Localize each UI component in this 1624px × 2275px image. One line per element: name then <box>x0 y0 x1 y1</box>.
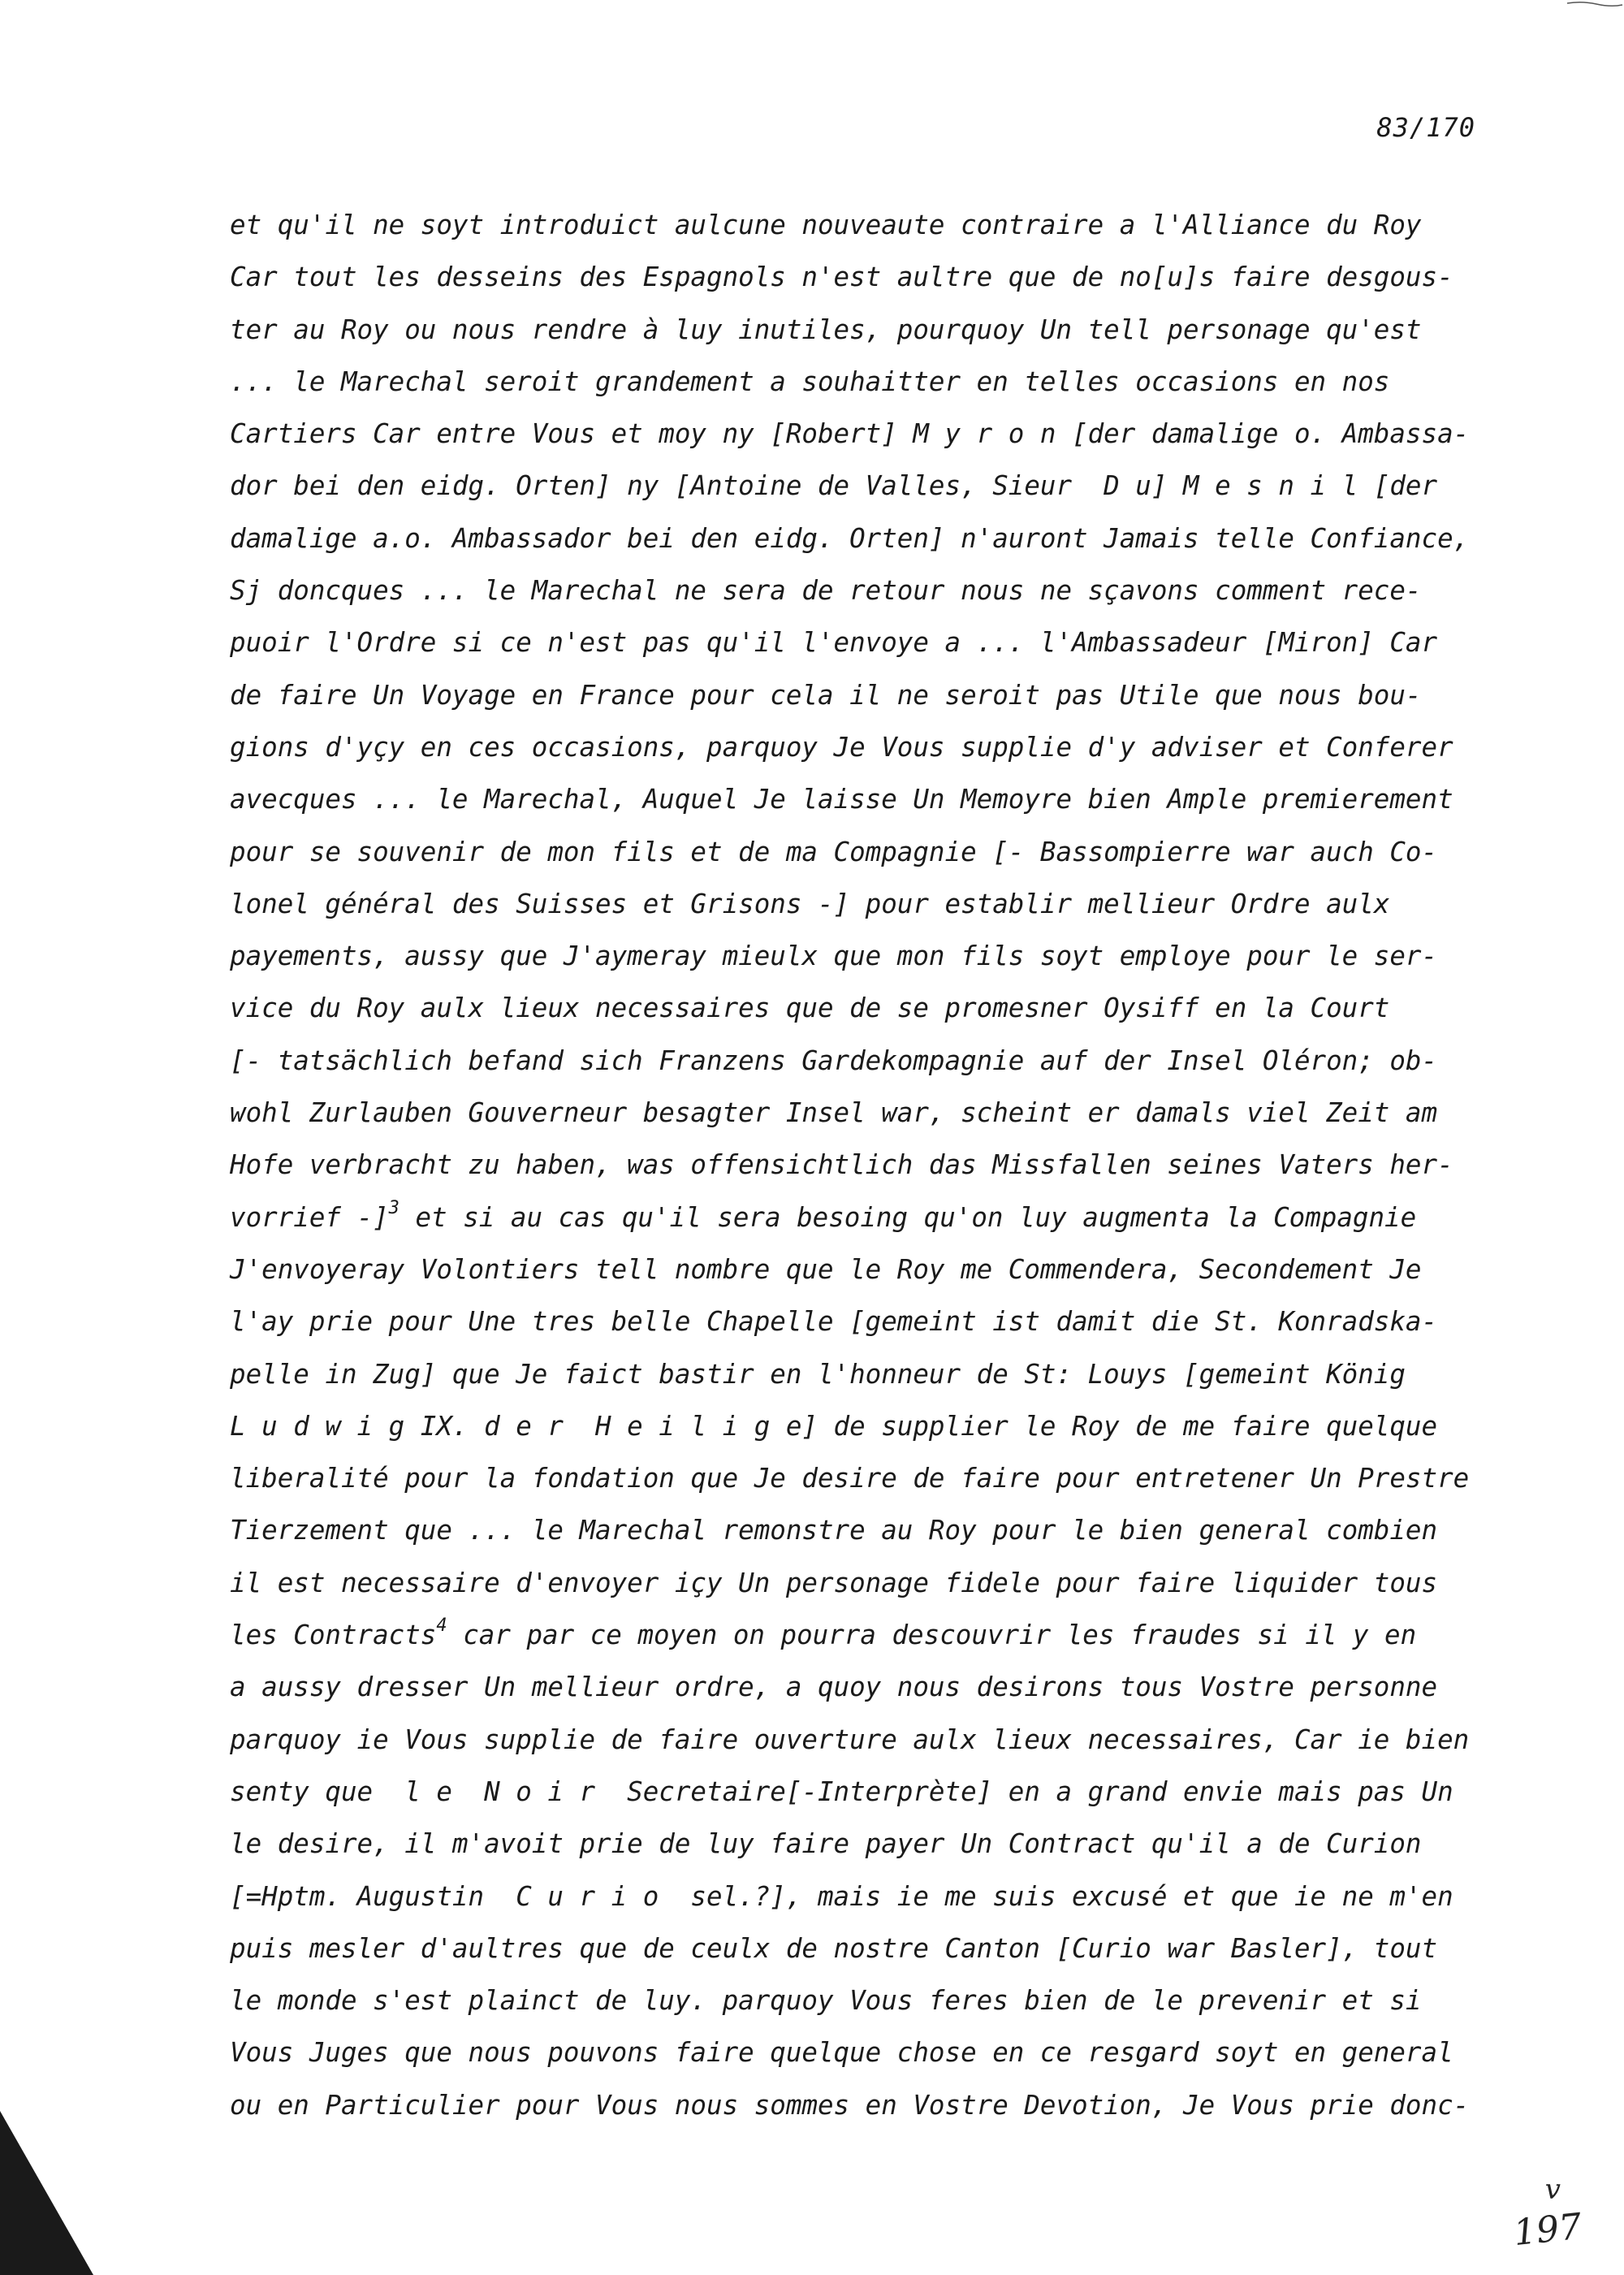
text-line: pelle in Zug] que Je faict bastir en l'honneur de St: Louys [gemeint König <box>230 1358 1406 1390</box>
text-line: parquoy ie Vous supplie de faire ouverture aulx lieux necessaires, Car ie bien <box>230 1724 1470 1755</box>
text-line: le desire, il m'avoit prie de luy faire payer Un Contract qu'il a de Curion <box>230 1828 1422 1860</box>
text-segment: car par ce moyen on pourra descouvrir les fraudes si il y en <box>447 1620 1417 1651</box>
scan-edge-mark <box>1566 0 1624 10</box>
text-segment: vorrief -] <box>230 1201 389 1233</box>
text-line: vice du Roy aulx lieux necessaires que de se promesner Oysiff en la Court <box>230 993 1390 1024</box>
text-line: wohl Zurlauben Gouverneur besagter Insel war, scheint er damals viel Zeit am <box>230 1097 1438 1129</box>
text-line: liberalité pour la fondation que Je desire de faire pour entretener Un Prestre <box>230 1463 1470 1494</box>
text-line: Cartiers Car entre Vous et moy ny [Robert] M y r o n [der damalige o. Ambassa- <box>230 418 1470 450</box>
text-line: L u d w i g IX. d e r H e i l i g e] de supplier le Roy de me faire quelque <box>230 1410 1438 1442</box>
text-line: payements, aussy que J'aymeray mieulx que mon fils soyt employe pour le ser- <box>230 941 1438 972</box>
text-line: dor bei den eidg. Orten] ny [Antoine de Valles, Sieur D u] M e s n i l [der <box>230 470 1438 502</box>
text-line: Tierzement que ... le Marechal remonstre au Roy pour le bien general combien <box>230 1515 1438 1546</box>
text-line: Hofe verbracht zu haben, was offensichtlich das Missfallen seines Vaters her- <box>230 1149 1453 1181</box>
text-line-with-footnote <box>230 1192 1513 1243</box>
text-line: le monde s'est plainct de luy. parquoy Vous feres bien de le prevenir et si <box>230 1985 1422 2017</box>
text-line: J'envoyeray Volontiers tell nombre que le Roy me Commendera, Secondement Je <box>230 1253 1422 1285</box>
text-line: ter au Roy ou nous rendre à luy inutiles, pourquoy Un tell personage qu'est <box>230 314 1422 345</box>
text-line: senty que l e N o i r Secretaire[-Interprète] en a grand envie mais pas Un <box>230 1775 1453 1807</box>
page-number: 83/170 <box>1376 112 1475 143</box>
text-line: lonel général des Suisses et Grisons -] pour establir mellieur Ordre aulx <box>230 888 1390 919</box>
footnote-reference: 3 <box>388 1197 400 1218</box>
footnote-reference: 4 <box>436 1615 447 1637</box>
text-line-with-footnote <box>230 1609 1513 1661</box>
text-line: de faire Un Voyage en France pour cela il ne seroit pas Utile que nous bou- <box>230 679 1422 711</box>
text-line: pour se souvenir de mon fils et de ma Compagnie [- Bassompierre war auch Co- <box>230 836 1438 867</box>
letter-body <box>230 199 1513 2131</box>
text-line: damalige a.o. Ambassador bei den eidg. Orten] n'auront Jamais telle Confiance, <box>230 522 1470 554</box>
text-line: l'ay prie pour Une tres belle Chapelle [gemeint ist damit die St. Konradska- <box>230 1306 1438 1338</box>
text-segment: et si au cas qu'il sera besoing qu'on luy augmenta la Compagnie <box>399 1201 1417 1233</box>
text-line: ... le Marechal seroit grandement a souhaitter en telles occasions en nos <box>230 365 1390 397</box>
text-line: ou en Particulier pour Vous nous sommes en Vostre Devotion, Je Vous prie donc- <box>230 2089 1470 2121</box>
text-line: Car tout les desseins des Espagnols n'est aultre que de no[u]s faire desgous- <box>230 262 1453 293</box>
text-segment: les Contracts <box>230 1620 437 1651</box>
text-line: il est necessaire d'envoyer içy Un personage fidele pour faire liquider tous <box>230 1567 1438 1598</box>
handwritten-folio-number: 197 <box>1511 2205 1584 2255</box>
text-line: gions d'yçy en ces occasions, parquoy Je Vous supplie d'y adviser et Conferer <box>230 731 1453 763</box>
text-line: et qu'il ne soyt introduict aulcune nouveaute contraire a l'Alliance du Roy <box>230 210 1422 240</box>
scan-corner-shadow <box>0 2111 93 2275</box>
handwritten-folio-mark: v <box>1544 2173 1561 2206</box>
text-line: puis mesler d'aultres que de ceulx de nostre Canton [Curio war Basler], tout <box>230 1932 1438 1964</box>
text-line: puoir l'Ordre si ce n'est pas qu'il l'envoye a ... l'Ambassadeur [Miron] Car <box>230 627 1438 659</box>
text-line: avecques ... le Marechal, Auquel Je laisse Un Memoyre bien Ample premierement <box>230 784 1453 815</box>
text-line: Vous Juges que nous pouvons faire quelque chose en ce resgard soyt en general <box>230 2037 1453 2069</box>
text-line: [=Hptm. Augustin C u r i o sel.?], mais ie me suis excusé et que ie ne m'en <box>230 1880 1453 1912</box>
text-line: [- tatsächlich befand sich Franzens Gardekompagnie auf der Insel Oléron; ob- <box>230 1045 1438 1076</box>
text-line: Sj doncques ... le Marechal ne sera de retour nous ne sçavons comment rece- <box>230 575 1422 607</box>
text-line: a aussy dresser Un mellieur ordre, a quoy nous desirons tous Vostre personne <box>230 1672 1438 1703</box>
